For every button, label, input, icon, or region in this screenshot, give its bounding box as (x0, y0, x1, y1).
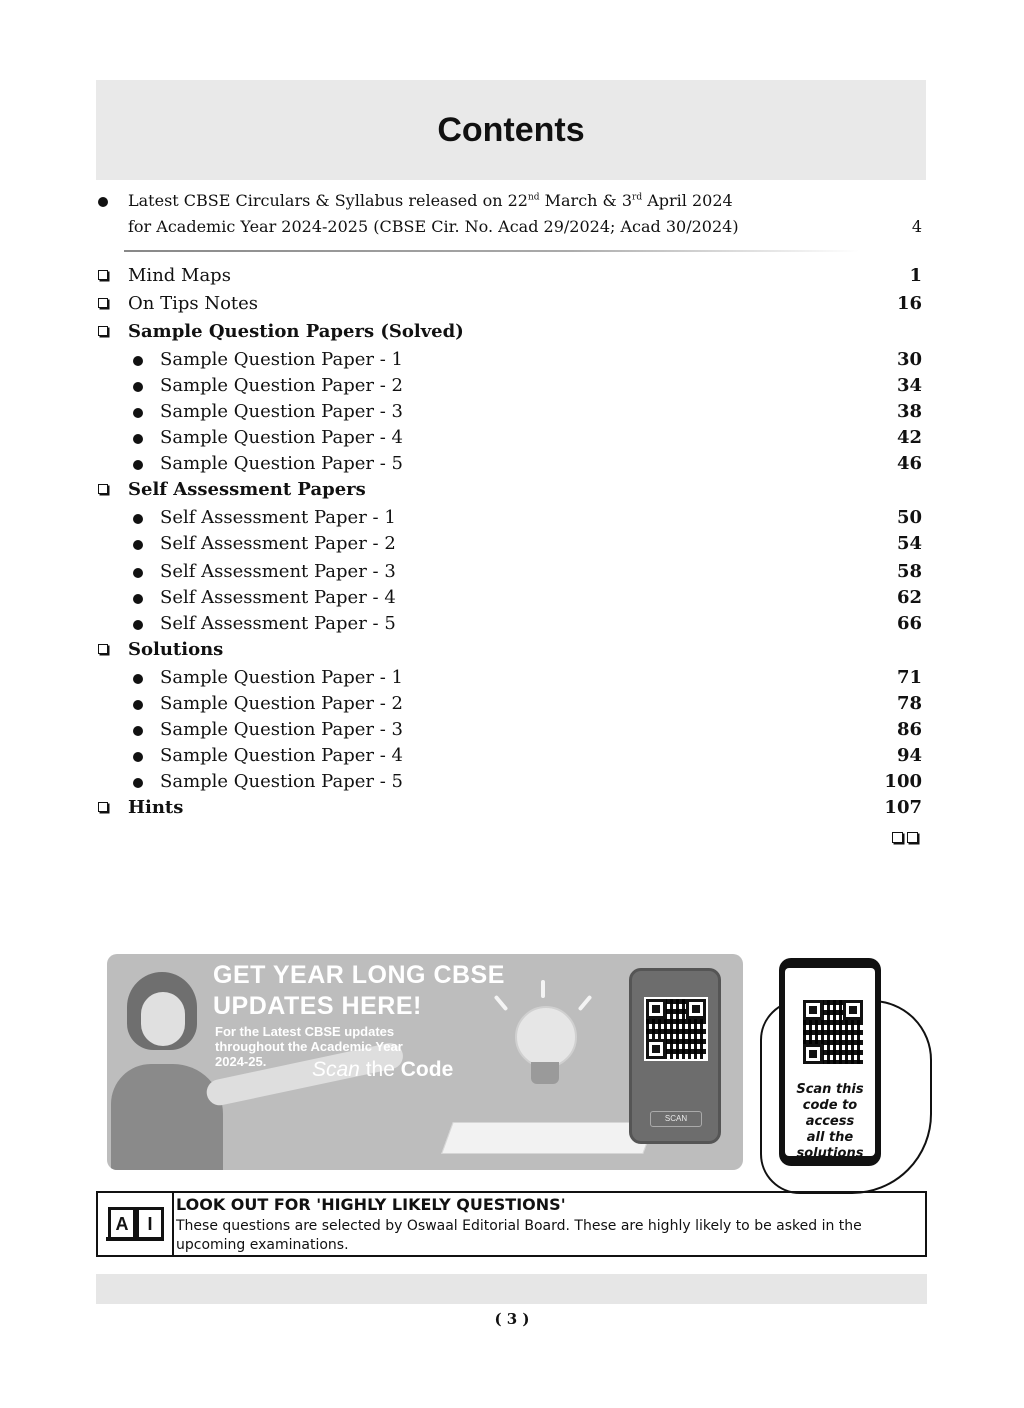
bullet-icon (133, 674, 143, 684)
toc-entry-sqp-1[interactable] (96, 346, 926, 372)
toc-entry-page: 30 (896, 349, 922, 370)
bullet-icon (133, 752, 143, 762)
light-ray-icon (541, 980, 545, 998)
toc-entry-label: Self Assessment Paper - 2 (160, 533, 396, 554)
toc-entry-label: Sample Question Paper - 1 (160, 349, 403, 370)
toc-entry-label: Sample Question Paper - 5 (160, 453, 403, 474)
bullet-icon (133, 620, 143, 630)
toc-entry-page: 50 (896, 507, 922, 528)
intro-text-2: for Academic Year 2024-2025 (CBSE Cir. No. Acad 29/2024; Acad 30/2024) (128, 217, 739, 236)
toc-entry-sqp-3[interactable] (96, 398, 926, 424)
toc-entry-sap-4[interactable] (96, 584, 926, 610)
toc-section-sample-papers (96, 318, 926, 346)
banner-subtext: For the Latest CBSE updates throughout the Academic Year 2024-25. (215, 1024, 403, 1069)
girl-illustration-face (141, 992, 185, 1046)
toc-entry-page: 62 (896, 587, 922, 608)
toc-entry-sol-1[interactable] (96, 664, 926, 690)
toc-entry-sqp-4[interactable] (96, 424, 926, 450)
open-book-icon (441, 1122, 655, 1154)
toc-entry-label: Self Assessment Paper - 5 (160, 613, 396, 634)
toc-entry-label: Hints (128, 797, 184, 818)
toc-entry-page: 107 (884, 797, 922, 818)
qr-finder-icon (686, 999, 706, 1019)
intro-entry (96, 188, 926, 240)
ai-book-icon (98, 1193, 174, 1255)
toc-entry-label: Sample Question Paper - 4 (160, 427, 403, 448)
solutions-phone (779, 958, 881, 1166)
intro-line-1 (96, 188, 926, 214)
toc-entry-page: 58 (896, 561, 922, 582)
bullet-icon (133, 726, 143, 736)
toc-entry-page: 16 (896, 293, 922, 314)
toc-entry-page: 71 (896, 667, 922, 688)
contents-header (96, 80, 926, 180)
intro-text-1: Latest CBSE Circulars & Syllabus released on 22nd March & 3rd April 2024 (128, 191, 733, 210)
scan-caption: Scan this code to access all the solutions (796, 1082, 864, 1161)
toc-entry-sap-1[interactable] (96, 504, 926, 530)
phone-screen (785, 968, 875, 1161)
toc-entry-page: 94 (896, 745, 922, 766)
toc-entry-page: 78 (896, 693, 922, 714)
bullet-icon (133, 434, 143, 444)
toc-entry-sap-3[interactable] (96, 558, 926, 584)
toc-entry-label: On Tips Notes (128, 293, 259, 314)
girl-illustration-body (111, 1064, 223, 1170)
checkbox-bullet-icon (98, 298, 108, 308)
toc-entry-sol-5[interactable] (96, 768, 926, 794)
toc-entry-label: Sample Question Paper - 3 (160, 401, 403, 422)
checkbox-bullet-icon (98, 644, 108, 654)
toc-entry-label: Self Assessment Paper - 3 (160, 561, 396, 582)
toc-entry-label: Sample Question Paper - 2 (160, 693, 403, 714)
book-base-line (106, 1237, 164, 1241)
ai-icon-letter-i: I (136, 1207, 164, 1241)
qr-code-icon[interactable] (644, 997, 708, 1061)
qr-finder-icon (803, 1000, 823, 1020)
notice-text: These questions are selected by Oswaal Editorial Board. These are highly likely to be asked in the upcoming examinations. (176, 1218, 862, 1253)
toc-entry-page: 54 (896, 533, 922, 554)
intro-page-number: 4 (911, 217, 922, 236)
qr-finder-icon (843, 1000, 863, 1020)
section-divider (124, 250, 859, 252)
toc-entry-label: Sample Question Paper - 2 (160, 375, 403, 396)
end-of-list-icon (892, 832, 918, 843)
toc-entry-label: Sample Question Paper - 5 (160, 771, 403, 792)
checkbox-bullet-icon (98, 326, 108, 336)
toc-section-label: Solutions (128, 639, 224, 660)
page-title: Contents (437, 110, 585, 149)
toc-entry-page: 38 (896, 401, 922, 422)
toc-entry-sqp-2[interactable] (96, 372, 926, 398)
checkbox-bullet-icon (98, 270, 108, 280)
toc-entry-sol-2[interactable] (96, 690, 926, 716)
lightbulb-icon (515, 1006, 577, 1068)
notice-heading: LOOK OUT FOR 'HIGHLY LIKELY QUESTIONS' (176, 1195, 566, 1214)
phone-illustration (629, 968, 721, 1144)
toc-section-solutions (96, 636, 926, 664)
toc-entry-sap-2[interactable] (96, 530, 926, 558)
qr-finder-icon (803, 1044, 823, 1064)
cbse-updates-banner[interactable] (107, 954, 743, 1170)
toc-entry-mind-maps[interactable] (96, 262, 926, 290)
toc-entry-label: Sample Question Paper - 3 (160, 719, 403, 740)
bullet-icon (133, 460, 143, 470)
scan-button[interactable]: SCAN (650, 1111, 702, 1127)
bullet-icon (133, 594, 143, 604)
toc-entry-label: Mind Maps (128, 265, 231, 286)
toc-entry-page: 34 (896, 375, 922, 396)
bullet-icon (133, 700, 143, 710)
bullet-icon (133, 540, 143, 550)
scan-the-code-text: Scan the Code (312, 1058, 454, 1081)
footer-band (96, 1274, 927, 1304)
banner-headline: GET YEAR LONG CBSE UPDATES HERE! (213, 961, 505, 1020)
bullet-icon (98, 197, 108, 207)
light-ray-icon (578, 995, 593, 1011)
toc-section-label: Self Assessment Papers (128, 479, 366, 500)
bullet-icon (133, 356, 143, 366)
highly-likely-notice (96, 1191, 927, 1257)
checkbox-bullet-icon (98, 484, 108, 494)
toc-entry-label: Self Assessment Paper - 1 (160, 507, 396, 528)
qr-finder-icon (646, 999, 666, 1019)
toc-entry-page: 1 (909, 265, 922, 286)
bullet-icon (133, 568, 143, 578)
toc-entry-sqp-5[interactable] (96, 450, 926, 476)
toc-entry-page: 66 (896, 613, 922, 634)
bullet-icon (133, 408, 143, 418)
toc-entry-page: 86 (896, 719, 922, 740)
bullet-icon (133, 778, 143, 788)
toc-entry-label: Sample Question Paper - 4 (160, 745, 403, 766)
intro-line-2 (96, 214, 926, 240)
checkbox-bullet-icon (98, 802, 108, 812)
toc-entry-sol-3[interactable] (96, 716, 926, 742)
toc-section-label: Sample Question Papers (Solved) (128, 321, 464, 342)
qr-finder-icon (646, 1039, 666, 1059)
toc-entry-sap-5[interactable] (96, 610, 926, 636)
lightbulb-base-icon (531, 1062, 559, 1084)
bullet-icon (133, 382, 143, 392)
solutions-qr-code-icon[interactable] (801, 998, 865, 1066)
bullet-icon (133, 514, 143, 524)
toc-list (96, 262, 926, 822)
toc-entry-label: Self Assessment Paper - 4 (160, 587, 396, 608)
toc-section-self-assessment (96, 476, 926, 504)
toc-entry-hints[interactable] (96, 794, 926, 822)
toc-entry-tips-notes[interactable] (96, 290, 926, 318)
page-number: ( 3 ) (494, 1310, 530, 1328)
toc-entry-label: Sample Question Paper - 1 (160, 667, 403, 688)
toc-entry-page: 46 (896, 453, 922, 474)
toc-entry-sol-4[interactable] (96, 742, 926, 768)
toc-entry-page: 100 (884, 771, 922, 792)
toc-entry-page: 42 (896, 427, 922, 448)
ai-icon-letter-a: A (108, 1207, 136, 1241)
